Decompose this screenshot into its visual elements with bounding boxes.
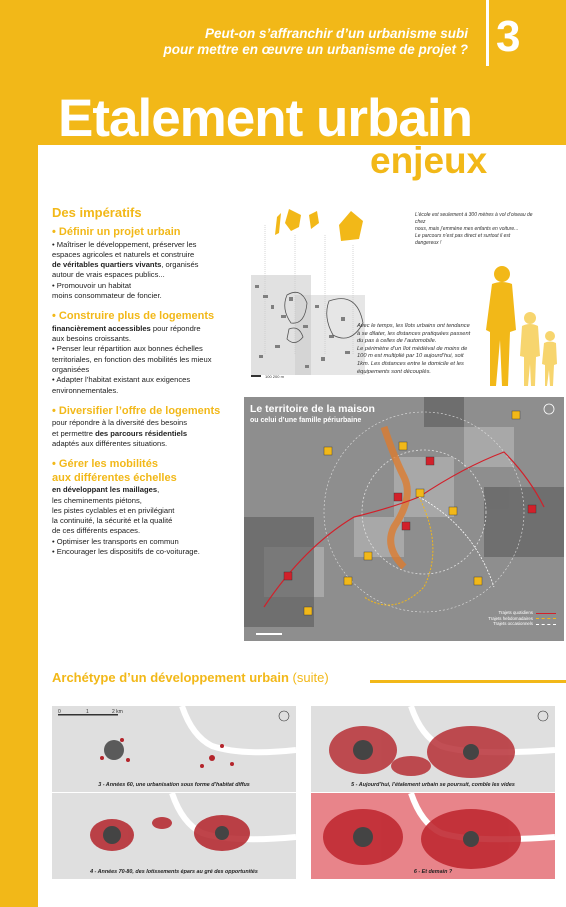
text-line: • Maîtriser le développement, préserver les	[52, 239, 197, 249]
archetype-panel-5	[311, 706, 555, 792]
question-line-1: Peut-on s’affranchir d’un urbanisme subi	[204, 26, 468, 41]
text-line: pour répondre à la diversité des besoins	[52, 418, 188, 428]
text-line: • Optimiser les transports en commun	[52, 536, 179, 546]
imperatifs-heading: Des impératifs	[52, 205, 142, 220]
quote-line: nous, mais j’emmène mes enfants en voiture...	[415, 226, 519, 232]
text: et permettre	[52, 428, 96, 438]
text-line: • Adapter l’habitat existant aux exigences	[52, 375, 191, 385]
text-line	[52, 324, 242, 334]
text-line: autour de vrais espaces publics...	[52, 270, 165, 280]
figure-caption	[357, 323, 495, 376]
urban-blocks-figure	[245, 205, 365, 383]
section-mobilites	[52, 458, 242, 557]
text-line: les pistes cyclables et en privilégiant	[52, 505, 175, 515]
archetype-panel-4	[52, 793, 296, 879]
section-offre-logements	[52, 405, 242, 449]
question-line-2: pour mettre en œuvre un urbanisme de projet ?	[163, 42, 468, 57]
text-line: la continuité, la sécurité et la qualité	[52, 516, 173, 526]
bold-text: financièrement accessibles	[52, 323, 151, 333]
text-line: les cheminements piétons,	[52, 495, 142, 505]
map-subtitle: ou celui d’une famille périurbaine	[250, 417, 362, 424]
panel-map	[52, 706, 296, 792]
bold-text: des parcours résidentiels	[95, 428, 188, 438]
left-band	[0, 0, 38, 907]
section-title: • Gérer les mobilités	[52, 458, 158, 471]
legend-swatch	[536, 618, 556, 619]
caption-line: 100 m est multiplié par 10 aujourd’hui, soit	[357, 353, 464, 360]
legend-label: Trajets occasionnels	[493, 621, 533, 627]
scale-label: 0	[58, 709, 61, 715]
header-question	[163, 26, 468, 58]
section-projet-urbain	[52, 226, 242, 301]
archetype-panel-3	[52, 706, 296, 792]
text-line: • Penser leur répartition aux bonnes échelles	[52, 344, 203, 354]
panel-caption: 3 - Années 60, une urbanisation sous forme d’habitat diffus	[98, 782, 250, 788]
section-title: • Diversifier l’offre de logements	[52, 404, 221, 417]
panel-map	[311, 793, 555, 879]
text: pour répondre	[150, 323, 201, 333]
text-line: territoriales, en fonction des mobilités les mieux	[52, 354, 212, 364]
archetype-panel-6	[311, 793, 555, 879]
caption-line: du pas à celles de l’automobile.	[357, 338, 437, 345]
section-logements	[52, 310, 242, 396]
legend-label: Trajets quotidiens	[498, 610, 533, 616]
bold-text: en développant les maillages	[52, 485, 158, 495]
text-line: moins consommateur de foncier.	[52, 290, 162, 300]
section-title: • Définir un projet urbain	[52, 226, 181, 238]
legend-swatch	[536, 613, 556, 614]
section-title: • Construire plus de logements	[52, 310, 215, 323]
chapter-number: 3	[496, 12, 521, 61]
text-line: espaces agricoles et naturels et construire	[52, 249, 195, 259]
text-line: adaptés aux différentes situations.	[52, 438, 168, 448]
text: , organisés	[161, 260, 199, 270]
text-line: aux besoins croissants.	[52, 334, 131, 344]
caption-line: à se dilater, les distances pratiquées passent	[357, 330, 471, 337]
panel-map	[52, 793, 296, 879]
text-line	[52, 429, 242, 439]
scale-label: 1	[86, 709, 89, 715]
archetype-title	[52, 670, 329, 686]
panel-caption: 6 - Et demain ?	[413, 869, 453, 875]
text-line: de ces différents espaces.	[52, 526, 141, 536]
page-subtitle: enjeux	[370, 140, 488, 181]
caption-line: Avec le temps, les îlots urbains ont tendance	[357, 323, 470, 329]
territory-map	[244, 397, 564, 641]
text-line	[52, 260, 242, 270]
map-legend	[488, 610, 556, 627]
imperatifs-column	[52, 205, 242, 566]
caption-line: 1km. Les distances entre le domicile et les	[357, 360, 464, 367]
text-line: organisées	[52, 364, 90, 374]
archetype-title-text: Archétype d’un développement urbain	[52, 670, 289, 685]
territory-map-graphic	[244, 397, 564, 641]
section-title: aux différentes échelles	[52, 471, 177, 484]
legend-item	[488, 621, 556, 627]
header-divider	[486, 0, 489, 66]
caption-line: équipements sont découplés.	[357, 368, 431, 375]
archetype-suite: (suite)	[288, 670, 329, 685]
text-line: • Encourager les dispositifs de co-voiturage.	[52, 547, 200, 557]
legend-label: Trajets hebdomadaires	[488, 615, 533, 621]
map-title: Le territoire de la maison	[250, 403, 375, 415]
panel-map	[311, 706, 555, 792]
quote-line: L’école est seulement à 300 mètres à vol d’oiseau de chez	[415, 212, 533, 225]
legend-swatch	[536, 624, 556, 625]
scale-label: 100 200 m	[265, 374, 284, 379]
resident-quote	[415, 212, 535, 247]
archetype-rule	[370, 680, 566, 683]
text-line	[52, 485, 242, 495]
text-line: environnementales.	[52, 385, 119, 395]
scale-label: 2 km	[112, 709, 123, 715]
panel-caption: 4 - Années 70-80, des lotissements épars au gré des opportunités	[90, 869, 258, 875]
caption-line: Le périmètre d’un îlot médiéval de moins de	[357, 345, 468, 352]
text: ,	[157, 485, 160, 495]
quote-line: Le parcours n’est pas direct et surtout il est dangereux !	[415, 233, 511, 246]
page-title: Etalement urbain	[58, 89, 472, 148]
text-line: • Promouvoir un habitat	[52, 280, 132, 290]
panel-caption: 5 - Aujourd’hui, l’étalement urbain se poursuit, comble les vides	[351, 782, 515, 788]
bold-text: de véritables quartiers vivants	[52, 260, 162, 270]
